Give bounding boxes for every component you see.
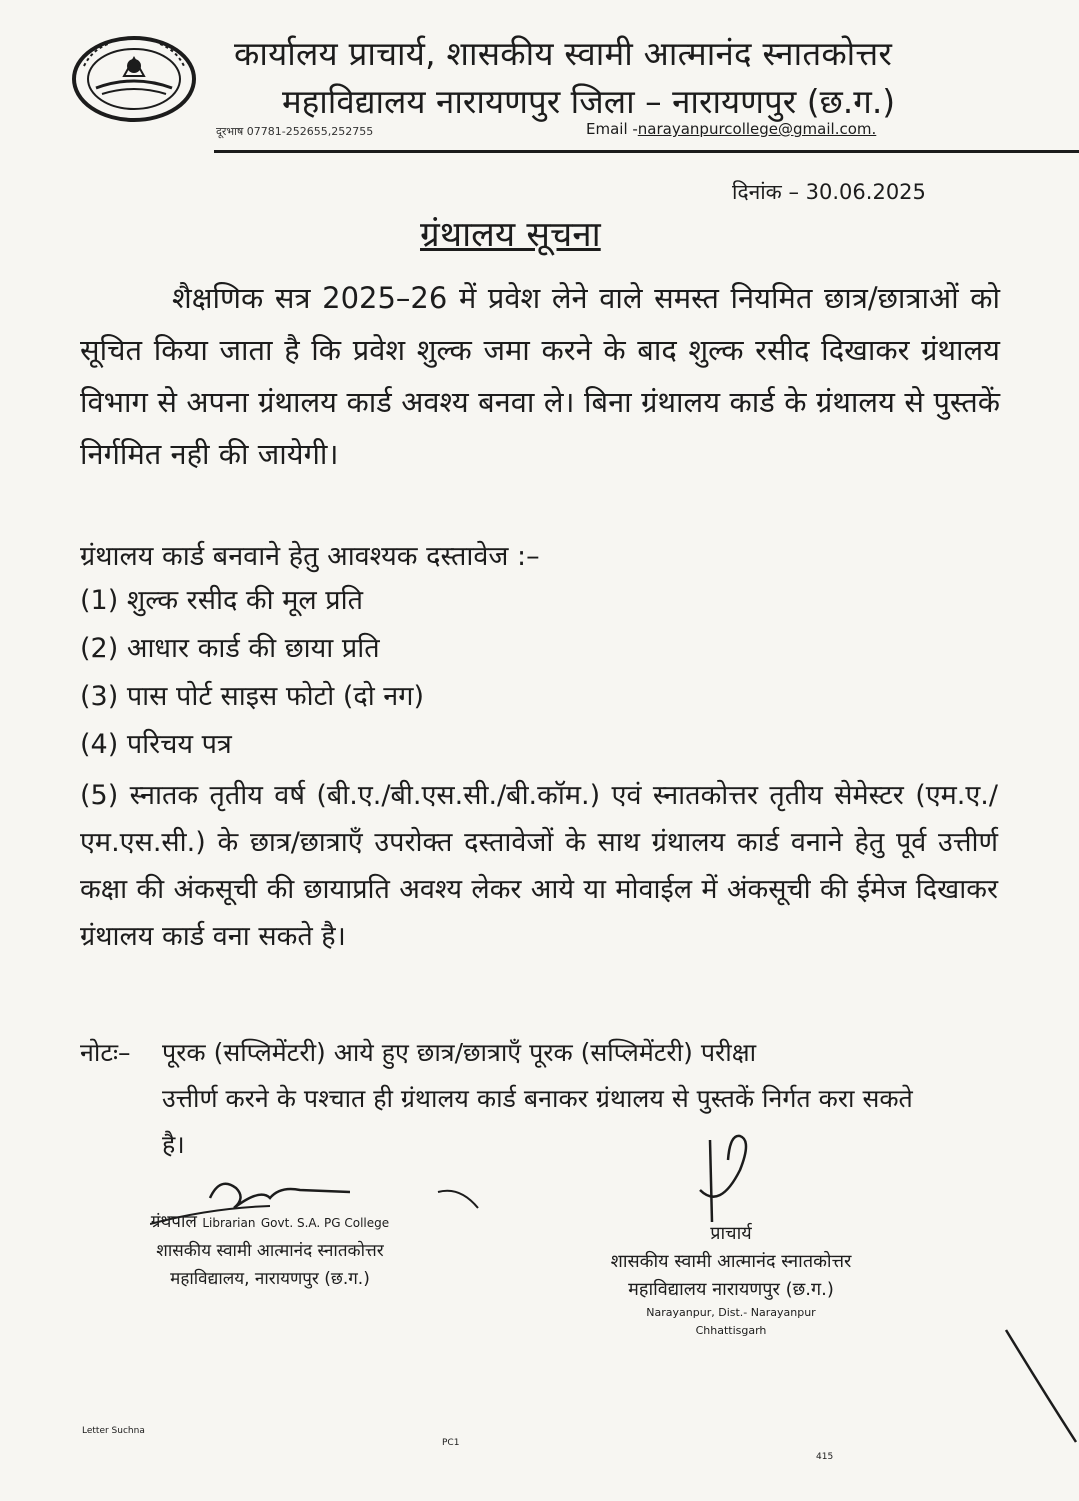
email-address: narayanpurcollege@gmail.com. — [637, 120, 877, 138]
note-block — [80, 1030, 930, 1168]
requirement-item-4: (4) परिचय पत्र — [80, 729, 232, 760]
requirement-item-1: (1) शुल्क रसीद की मूल प्रति — [80, 585, 363, 616]
principal-signature-icon — [690, 1130, 780, 1225]
notice-title: ग्रंथालय सूचना — [420, 215, 601, 255]
principal-seal-en1: Narayanpur, Dist.- Narayanpur — [646, 1306, 816, 1319]
email-label: Email - — [586, 120, 638, 138]
principal-seal-line2: महाविद्यालय नारायणपुर (छ.ग.) — [628, 1279, 834, 1300]
pen-stroke-icon — [436, 1186, 480, 1210]
note-rest: उत्तीर्ण करने के पश्चात ही ग्रंथालय कार्ड बनाकर ग्रंथालय से पुस्तकें निर्गत करा सकते है। — [162, 1084, 913, 1159]
requirement-item-2: (2) आधार कार्ड की छाया प्रति — [80, 633, 380, 664]
requirements-heading: ग्रंथालय कार्ड बनवाने हेतु आवश्यक दस्तावेज :– — [80, 541, 540, 572]
librarian-designation: ग्रंथपाल — [150, 1212, 197, 1232]
librarian-seal-college: Govt. S.A. PG College — [260, 1216, 390, 1230]
office-name-line2: महाविद्यालय नारायणपुर जिला – नारायणपुर (छ.ग.) — [282, 82, 896, 121]
librarian-seal-line1: शासकीय स्वामी आत्मानंद स्नातकोत्तर — [156, 1241, 384, 1261]
notice-paragraph: शैक्षणिक सत्र 2025–26 में प्रवेश लेने वाले समस्त नियमित छात्र/छात्राओं को सूचित किया जाता है कि प्रवेश शुल्क जमा करने के बाद शुल्क रसीद दिखाकर ग्रंथालय विभाग से अपना ग्रंथालय कार्ड अवश्य बनवा ले। बिना ग्रंथालय कार्ड के ग्रंथालय से पुस्तकें निर्गमित नही की जायेगी। — [80, 281, 1000, 471]
footer-code: PC1 — [442, 1438, 460, 1448]
footer-reference: Letter Suchna — [82, 1426, 145, 1436]
principal-signature-block — [556, 1220, 906, 1340]
requirement-item-3: (3) पास पोर्ट साइस फोटो (दो नग) — [80, 681, 425, 712]
principal-seal-line1: शासकीय स्वामी आत्मानंद स्नातकोत्तर — [610, 1251, 852, 1272]
note-label: नोटः– — [80, 1038, 131, 1067]
header-divider — [214, 150, 1079, 153]
phone-number: दूरभाष 07781-252655,252755 — [216, 125, 374, 138]
college-emblem-icon — [72, 36, 196, 122]
margin-stroke-icon — [1000, 1326, 1079, 1446]
librarian-signature-block — [100, 1208, 440, 1293]
footer-number: 415 — [816, 1452, 834, 1462]
librarian-seal-en: Librarian — [202, 1216, 256, 1230]
notice-date: दिनांक – 30.06.2025 — [732, 180, 926, 204]
email-line — [586, 120, 876, 138]
librarian-seal-line2: महाविद्यालय, नारायणपुर (छ.ग.) — [170, 1269, 370, 1289]
note-line1: पूरक (सप्लिमेंटरी) आये हुए छात्र/छात्राएँ पूरक (सप्लिमेंटरी) परीक्षा — [162, 1038, 757, 1067]
principal-designation: प्राचार्य — [710, 1223, 752, 1244]
principal-seal-en2: Chhattisgarh — [695, 1324, 767, 1337]
requirement-item-5: (5) स्नातक तृतीय वर्ष (बी.ए./बी.एस.सी./बी.कॉम.) एवं स्नातकोत्तर तृतीय सेमेस्टर (एम.ए./एम.एस.सी.) के छात्र/छात्राएँ उपरोक्त दस्तावेजों के साथ ग्रंथालय कार्ड वनाने हेतु पूर्व उत्तीर्ण कक्षा की अंकसूची की छायाप्रति अवश्य लेकर आये या मोवाईल में अंकसूची की ईमेज दिखाकर ग्रंथालय कार्ड वना सकते है। — [80, 780, 998, 952]
office-name-line1: कार्यालय प्राचार्य, शासकीय स्वामी आत्मानंद स्नातकोत्तर — [234, 34, 893, 73]
